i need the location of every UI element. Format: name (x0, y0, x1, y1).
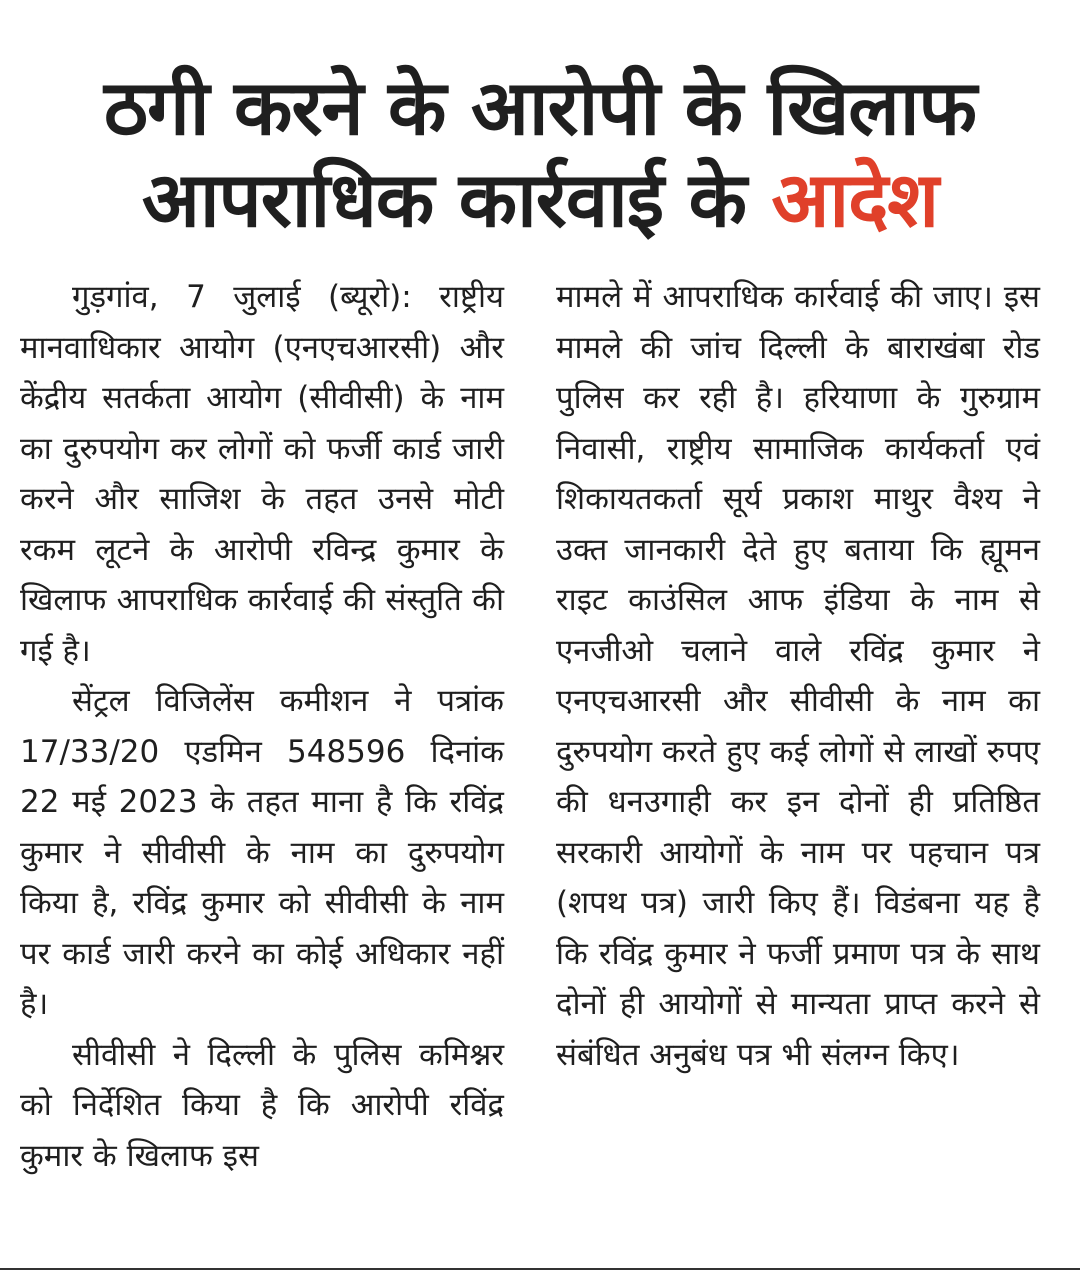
article-column-right (556, 272, 1040, 1080)
paragraph-police-direction: सीवीसी ने दिल्ली के पुलिस कमिश्नर को निर्देशित किया है कि आरोपी रविंद्र कुमार के खिलाफ इस (20, 1036, 504, 1174)
headline-line-2 (0, 154, 1080, 246)
article-column-left (20, 272, 504, 1181)
paragraph-cvc-letter: सेंट्रल विजिलेंस कमीशन ने पत्रांक 17/33/20 एडमिन 548596 दिनांक 22 मई 2023 के तहत माना है कि रविंद्र कुमार ने सीवीसी के नाम का दुरुपयोग किया है, रविंद्र कुमार को सीवीसी के नाम पर कार्ड जारी करने का कोई अधिकार नहीं है। (20, 683, 504, 1022)
paragraph-continuation: मामले में आपराधिक कार्रवाई की जाए। इस मामले की जांच दिल्ली के बाराखंबा रोड पुलिस कर रही है। हरियाणा के गुरुग्राम निवासी, राष्ट्रीय सामाजिक कार्यकर्ता एवं शिकायतकर्ता सूर्य प्रकाश माथुर वैश्य ने उक्त जानकारी देते हुए बताया कि ह्यूमन राइट काउंसिल आफ इंडिया के नाम से एनजीओ चलाने वाले रविंद्र कुमार ने एनएचआरसी और सीवीसी के नाम का दुरुपयोग करते हुए कई लोगों से लाखों रुपए की धनउगाही कर इन दोनों ही प्रतिष्ठित सरकारी आयोगों के नाम पर पहचान पत्र (शपथ पत्र) जारी किए हैं। विडंबना यह है कि रविंद्र कुमार ने फर्जी प्रमाण पत्र के साथ दोनों ही आयोगों से मान्यता प्राप्त करने से संबंधित अनुबंध पत्र भी संलग्न किए। (556, 279, 1040, 1073)
headline-accent-word: आदेश (771, 155, 939, 244)
bottom-rule (0, 1268, 1080, 1270)
headline-line-2-main: आपराधिक कार्रवाई के (141, 155, 772, 244)
paragraph-dateline: गुड़गांव, 7 जुलाई (ब्यूरो): राष्ट्रीय मानवाधिकार आयोग (एनएचआरसी) और केंद्रीय सतर्कता आयोग (सीवीसी) के नाम का दुरुपयोग कर लोगों को फर्जी कार्ड जारी करने और साजिश के तहत उनसे मोटी रकम लूटने के आरोपी रविन्द्र कुमार के खिलाफ आपराधिक कार्रवाई की संस्तुति की गई है। (20, 279, 504, 669)
headline (0, 62, 1080, 246)
headline-line-1: ठगी करने के आरोपी के खिलाफ (103, 63, 977, 152)
